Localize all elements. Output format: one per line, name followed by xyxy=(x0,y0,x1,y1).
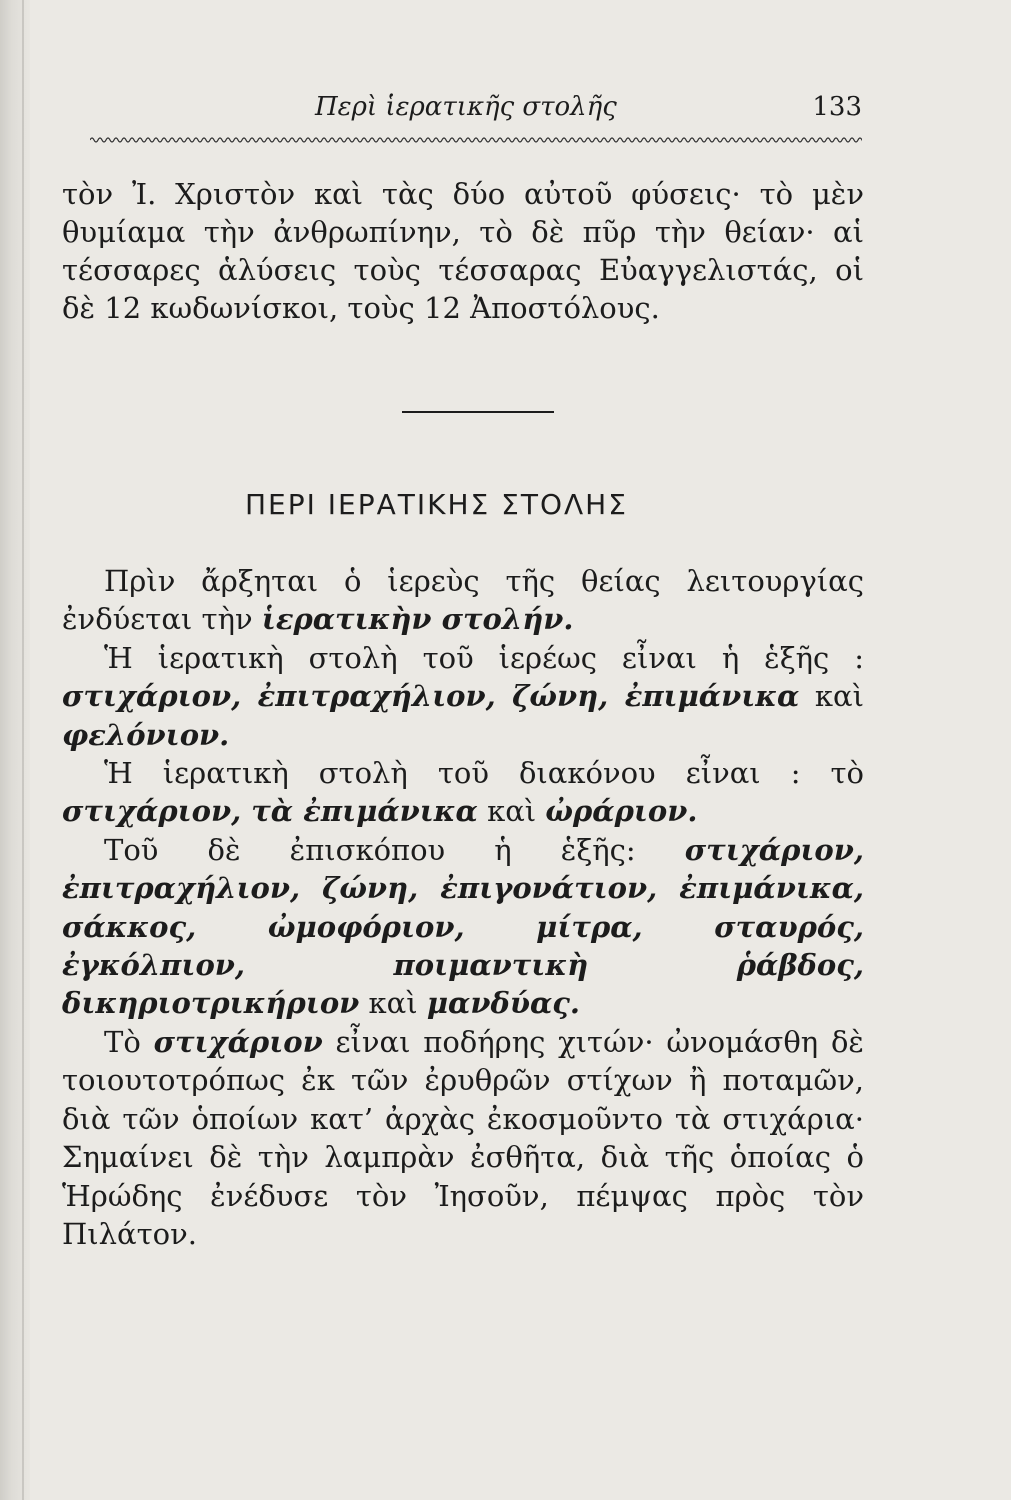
page-binding-edge xyxy=(0,0,30,1500)
paragraph-5 xyxy=(62,1023,864,1253)
section-body xyxy=(62,562,864,1253)
paragraph-1 xyxy=(62,562,864,639)
paragraph-4-emphasis: στιχάριον, ἐπιτραχήλιον, ζώνη, ἐπιγονάτιον, ἐπιμάνικα, σάκκος, ὠμοφόριον, μίτρα, σταυρός, ἐγκόλπιον, ποιμαντικὴ ῥάβδος, δικηριοτρικήριον xyxy=(62,832,864,1021)
paragraph-1-emphasis: ἱερατικὴν στολήν. xyxy=(261,602,574,637)
continued-paragraph xyxy=(62,175,864,327)
running-head xyxy=(90,92,862,132)
paragraph-4-emphasis-end: μανδύας. xyxy=(426,986,581,1021)
paragraph-4 xyxy=(62,831,864,1023)
paragraph-3-text: Ἡ ἱερατικὴ στολὴ τοῦ διακόνου εἶναι : τὸ xyxy=(104,756,864,791)
paragraph-1-text: Πρὶν ἄρξηται ὁ ἱερεὺς τῆς θείας λειτουργίας ἐνδύεται τὴν xyxy=(62,564,864,637)
paragraph-5-emphasis: στιχάριον xyxy=(153,1024,323,1059)
page-number: 133 xyxy=(812,92,862,122)
paragraph-2 xyxy=(62,639,864,754)
paragraph-5-text: Τὸ xyxy=(104,1024,154,1059)
paragraph-5-text-rest: εἶναι ποδήρης χιτών· ὠνομάσθη δὲ τοιουτοτρόπως ἐκ τῶν ἐρυθρῶν στίχων ἢ ποταμῶν, διὰ τῶν ὁποίων κατ’ ἀρχὰς ἐκοσμοῦντο τὰ στιχάρια· Σημαίνει δὲ τὴν λαμπρὰν ἐσθῆτα, διὰ τῆς ὁποίας ὁ Ἡρώδης ἐνέδυσε τὸν Ἰησοῦν, πέμψας πρὸς τὸν Πιλάτον. xyxy=(62,1024,864,1251)
paragraph-2-conjunction: καὶ xyxy=(799,679,864,714)
paragraph-2-emphasis: στιχάριον, ἐπιτραχήλιον, ζώνη, ἐπιμάνικα xyxy=(62,679,800,714)
section-divider xyxy=(402,411,554,413)
paragraph-2-text: Ἡ ἱερατικὴ στολὴ τοῦ ἱερέως εἶναι ἡ ἑξῆς : xyxy=(104,640,864,675)
section-heading: ΠΕΡΙ ΙΕΡΑΤΙΚΗΣ ΣΤΟΛΗΣ xyxy=(245,488,628,521)
paragraph-4-conjunction: καὶ xyxy=(359,986,427,1021)
running-title: Περὶ ἱερατικῆς στολῆς xyxy=(315,92,617,122)
paragraph-2-emphasis-end: φελόνιον. xyxy=(62,717,230,752)
paragraph-3-emphasis: στιχάριον, τὰ ἐπιμάνικα xyxy=(62,794,478,829)
paragraph-3-conjunction: καὶ xyxy=(477,794,546,829)
paragraph-3-emphasis-end: ὠράριον. xyxy=(545,794,698,829)
paragraph-3 xyxy=(62,754,864,831)
paragraph-4-text: Τοῦ δὲ ἐπισκόπου ἡ ἑξῆς: xyxy=(104,832,685,867)
wavy-rule xyxy=(90,135,862,145)
continued-paragraph-text: τὸν Ἰ. Χριστὸν καὶ τὰς δύο αὐτοῦ φύσεις· τὸ μὲν θυμίαμα τὴν ἀνθρωπίνην, τὸ δὲ πῦρ τὴν θείαν· αἱ τέσσαρες ἁλύσεις τοὺς τέσσαρας Εὐαγγελιστάς, οἱ δὲ 12 κωδωνίσκοι, τοὺς 12 Ἀποστόλους. xyxy=(62,177,864,325)
